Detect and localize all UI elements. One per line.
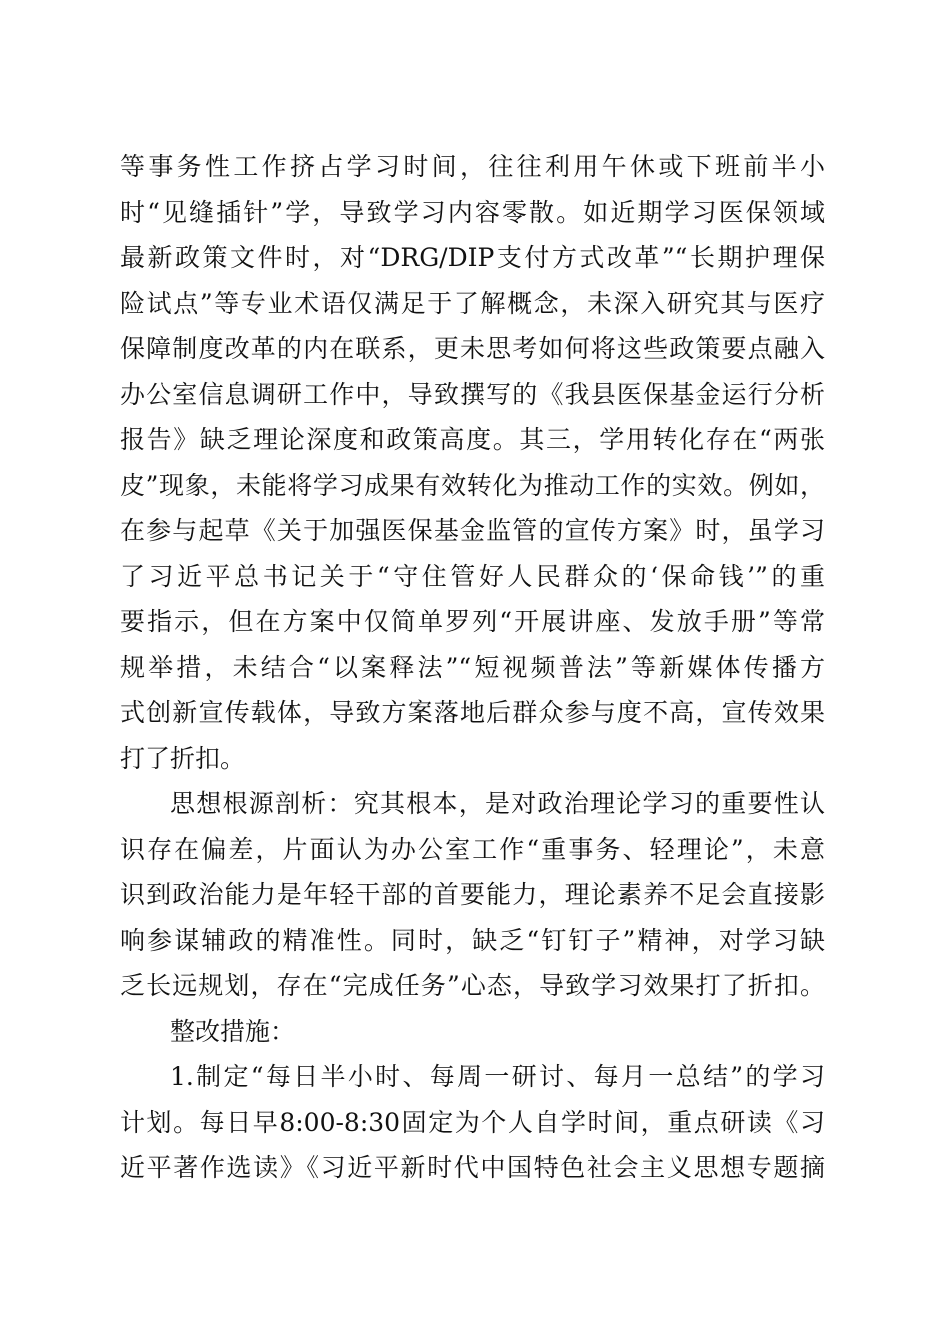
section-heading: 整改措施： — [170, 1016, 296, 1046]
document-body — [120, 144, 825, 1191]
text-line: 响参谋辅政的精准性。同时，缺乏“钉钉子”精神，对学习缺 — [120, 925, 825, 955]
text-line: 计划。每日早8:00-8:30固定为个人自学时间，重点研读《习 — [120, 1107, 825, 1137]
text-line: 要指示，但在方案中仅简单罗列“开展讲座、发放手册”等常 — [120, 607, 825, 636]
text-line: 式创新宣传载体，导致方案落地后群众参与度不高，宣传效果 — [120, 698, 825, 727]
text-line: 打了折扣。 — [120, 743, 246, 773]
text-line: 等事务性工作挤占学习时间，往往利用午休或下班前半小 — [120, 152, 825, 181]
text-line: 皮”现象，未能将学习成果有效转化为推动工作的实效。例如， — [120, 470, 825, 500]
text-line: 了习近平总书记关于“守住管好人民群众的‘保命钱’”的重 — [120, 561, 825, 591]
text-line: 报告》缺乏理论深度和政策高度。其三，学用转化存在“两张 — [120, 425, 825, 454]
text-line: 识存在偏差，片面认为办公室工作“重事务、轻理论”，未意 — [120, 834, 825, 864]
paragraph-start-line: 1.制定“每日半小时、每周一研讨、每月一总结”的学习 — [170, 1062, 825, 1091]
text-line: 规举措，未结合“以案释法”“短视频普法”等新媒体传播方 — [120, 652, 825, 682]
text-line: 识到政治能力是年轻干部的首要能力，理论素养不足会直接影 — [120, 880, 825, 909]
paragraph-start-line: 思想根源剖析：究其根本，是对政治理论学习的重要性认 — [170, 789, 825, 818]
text-line: 乏长远规划，存在“完成任务”心态，导致学习效果打了折扣。 — [120, 971, 825, 1000]
text-line: 保障制度改革的内在联系，更未思考如何将这些政策要点融入 — [120, 334, 825, 363]
text-line: 在参与起草《关于加强医保基金监管的宣传方案》时，虽学习 — [120, 516, 825, 545]
text-line: 最新政策文件时，对“DRG/DIP支付方式改革”“长期护理保 — [120, 243, 825, 272]
text-line: 办公室信息调研工作中，导致撰写的《我县医保基金运行分析 — [120, 379, 825, 409]
text-line: 时“见缝插针”学，导致学习内容零散。如近期学习医保领域 — [120, 197, 825, 227]
text-line: 近平著作选读》《习近平新时代中国特色社会主义思想专题摘 — [120, 1153, 825, 1182]
text-line: 险试点”等专业术语仅满足于了解概念，未深入研究其与医疗 — [120, 288, 825, 318]
